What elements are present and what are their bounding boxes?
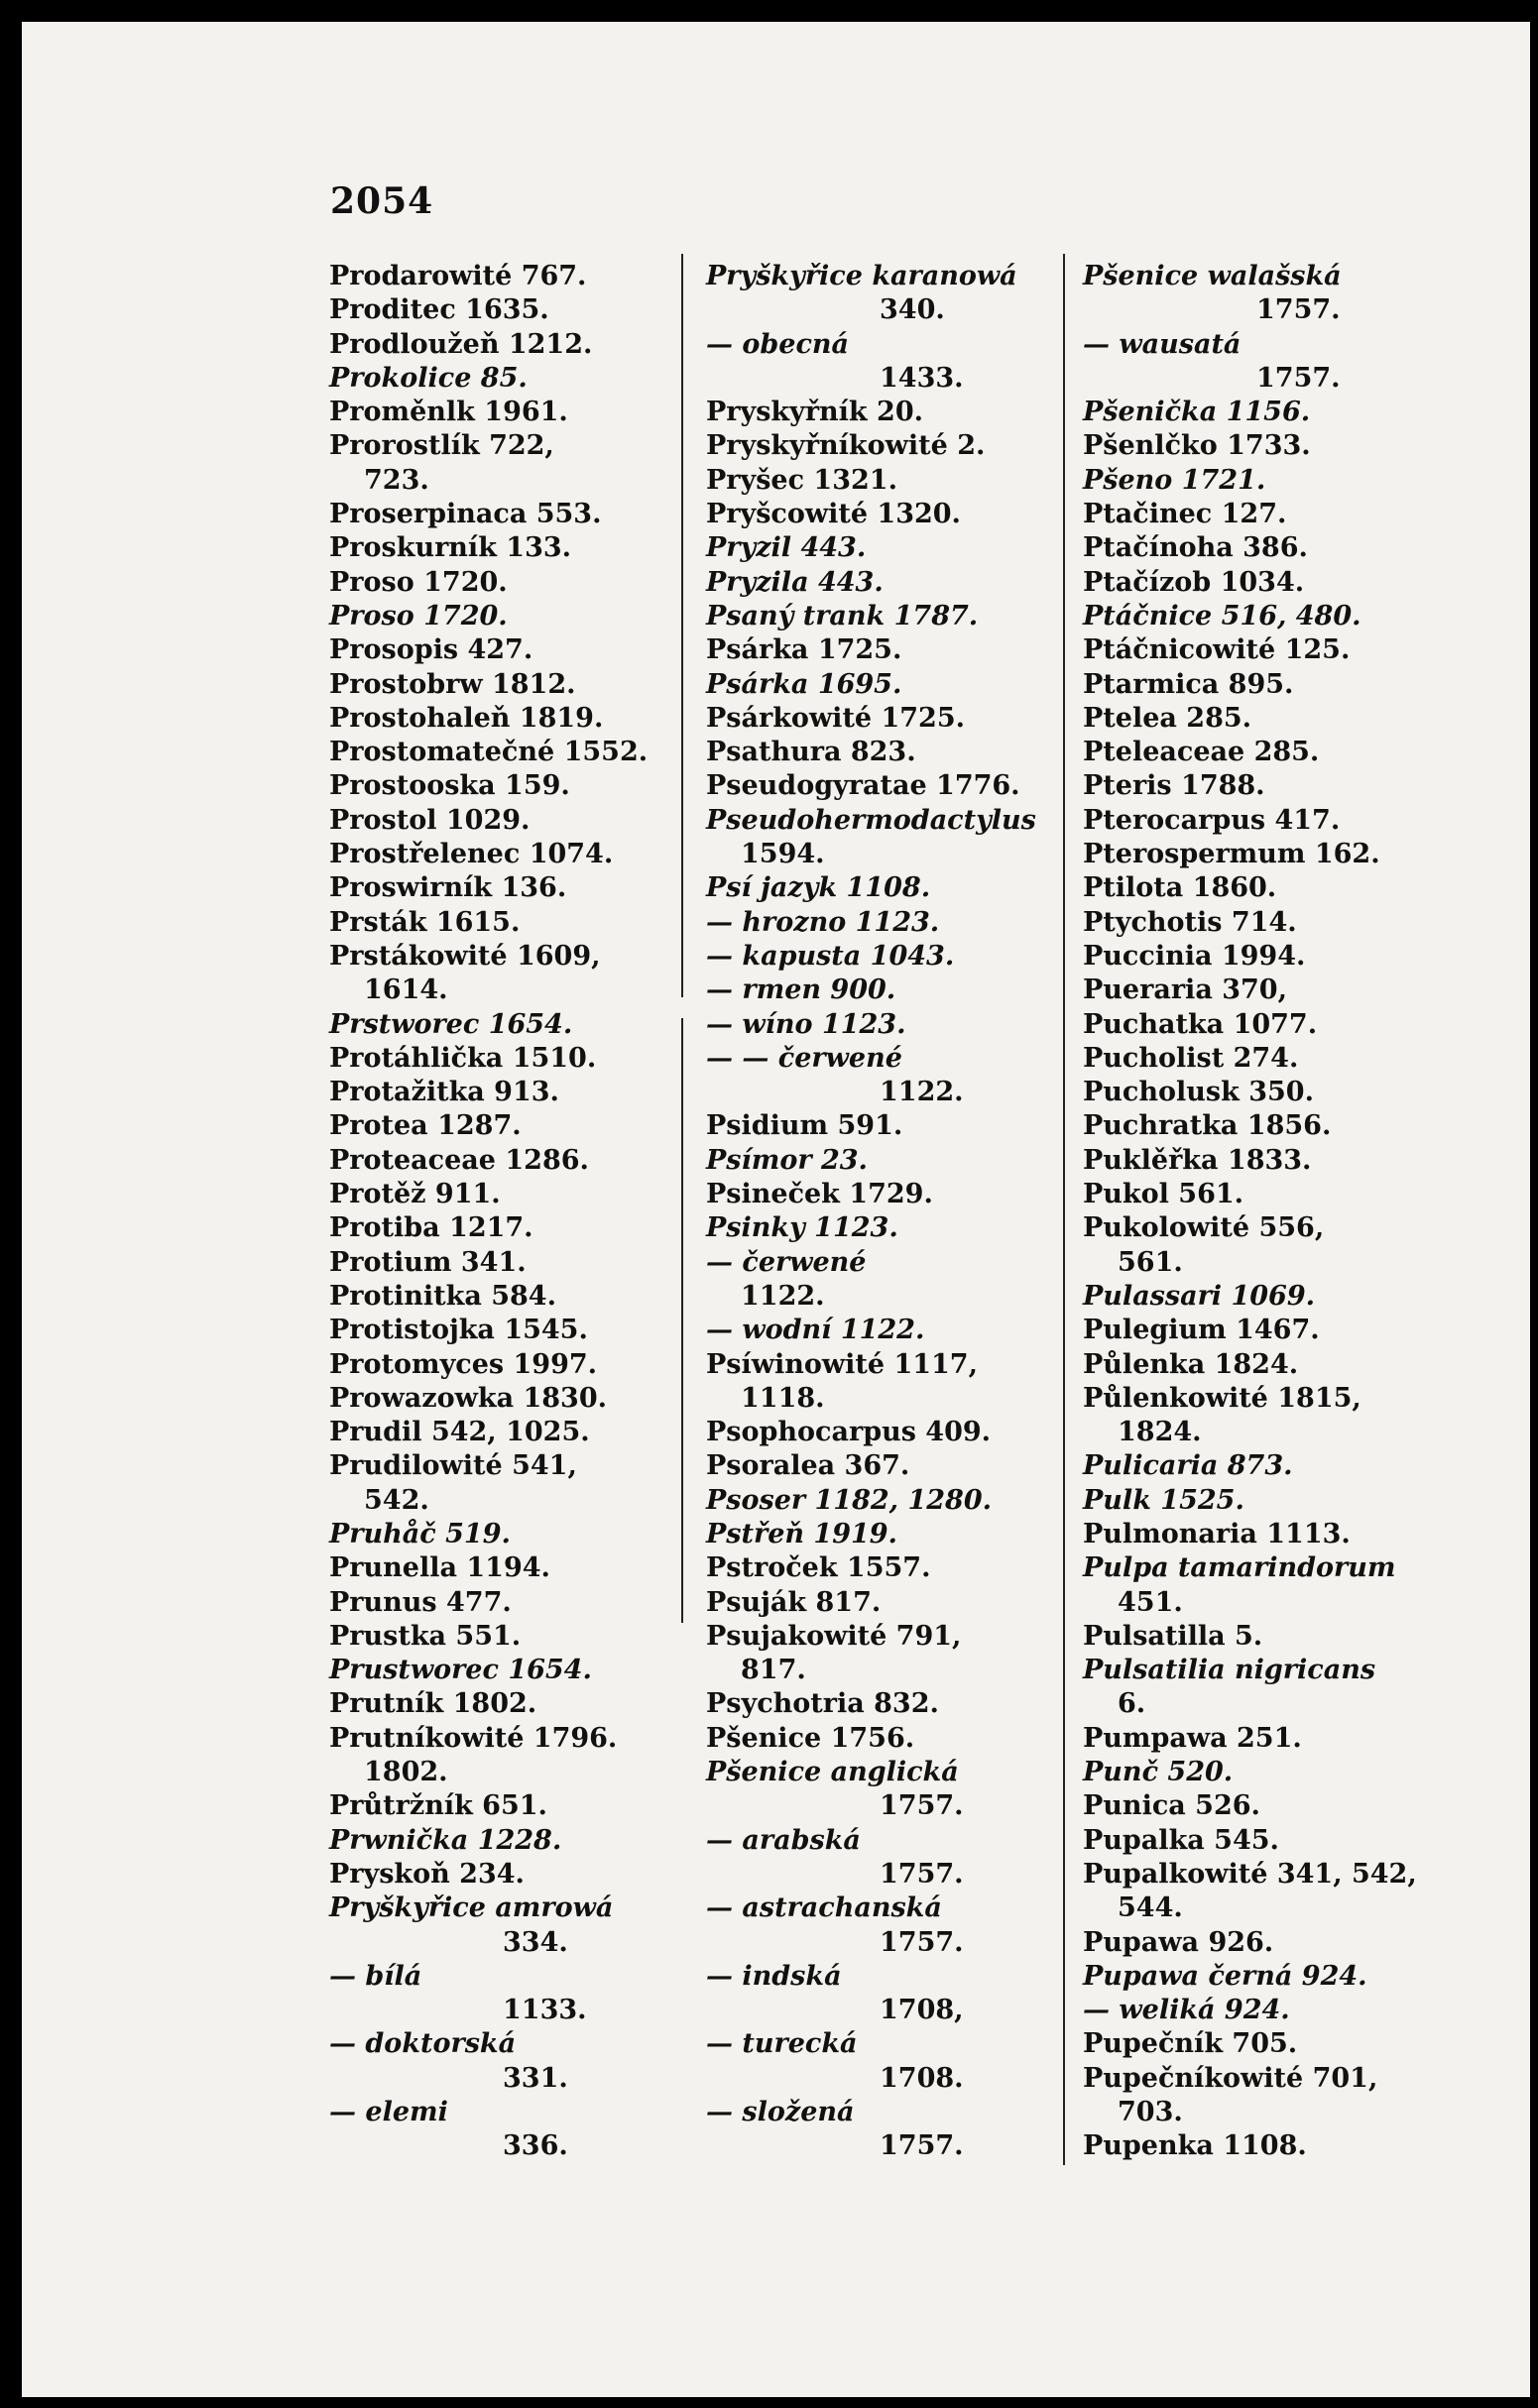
index-entry: Psinky 1123. — [706, 1212, 898, 1244]
index-entry: Proswirník 136. — [329, 872, 567, 904]
index-entry: Pucholist 274. — [1083, 1042, 1299, 1074]
index-entry: Prorostlík 722, — [329, 430, 554, 462]
index-entry: Psoser 1182, 1280. — [706, 1484, 993, 1516]
index-entry-continuation: 1133. — [503, 1995, 587, 2026]
index-entry-continuation: 1757. — [880, 1926, 964, 1958]
index-entry: Pulsatilla 5. — [1083, 1620, 1263, 1652]
index-entry-continuation: 451. — [1118, 1586, 1183, 1618]
index-entry: Prostohaleň 1819. — [329, 702, 604, 734]
index-entry: Pupalka 545. — [1083, 1824, 1279, 1856]
index-entry: Pseudohermodactylus — [706, 804, 1036, 836]
index-entry: Pulegium 1467. — [1083, 1315, 1320, 1346]
index-entry: Pterospermum 162. — [1083, 839, 1380, 870]
index-subentry: — čerwené — [706, 1246, 867, 1278]
index-entry: Pukolowité 556, — [1083, 1212, 1325, 1244]
index-entry: Pšenlčko 1733. — [1083, 430, 1311, 462]
index-entry: Psárka 1695. — [706, 668, 902, 700]
index-entry: Protažitka 913. — [329, 1077, 559, 1108]
index-entry: Pšenice 1756. — [706, 1722, 915, 1754]
index-entry-continuation: 1757. — [880, 1790, 964, 1822]
index-entry: Půlenka 1824. — [1083, 1348, 1299, 1380]
index-column-2 — [706, 260, 1083, 2164]
index-entry: Proditec 1635. — [329, 294, 549, 326]
index-entry-continuation: 331. — [503, 2062, 568, 2094]
index-subentry: — hrozno 1123. — [706, 906, 940, 938]
index-entry-continuation: 817. — [741, 1655, 806, 1686]
index-entry: Pupawa černá 924. — [1083, 1960, 1367, 1992]
index-entry: Pteleaceae 285. — [1083, 737, 1320, 768]
index-subentry: — složená — [706, 2097, 855, 2128]
index-entry-continuation: 1757. — [880, 1858, 964, 1890]
index-subentry: — doktorská — [329, 2028, 517, 2060]
index-subentry: — wausatá — [1083, 328, 1242, 360]
index-entry-continuation: 544. — [1118, 1892, 1183, 1924]
index-entry: Prunus 477. — [329, 1586, 512, 1618]
index-entry-continuation: 542. — [364, 1484, 429, 1516]
index-entry: Protěž 911. — [329, 1179, 501, 1210]
index-entry: Prowazowka 1830. — [329, 1382, 608, 1414]
index-entry: Pšenice anglická — [706, 1757, 959, 1788]
index-entry: Psíwinowité 1117, — [706, 1348, 978, 1380]
index-entry: Proskurník 133. — [329, 532, 572, 564]
index-entry: Pupalkowité 341, 542, — [1083, 1858, 1417, 1890]
index-entry: Psaný trank 1787. — [706, 600, 979, 631]
index-entry-continuation: 1757. — [880, 2130, 964, 2162]
index-entry: Prostřelenec 1074. — [329, 839, 614, 870]
index-entry: Prsták 1615. — [329, 906, 521, 938]
index-entry: Prostol 1029. — [329, 804, 531, 836]
index-entry: Psuják 817. — [706, 1586, 882, 1618]
index-entry: Pueraria 370, — [1083, 975, 1287, 1006]
index-entry-continuation: 6. — [1118, 1688, 1146, 1720]
index-column-1 — [329, 260, 706, 2164]
index-entry-continuation: 340. — [880, 294, 945, 326]
index-entry: Protium 341. — [329, 1246, 527, 1278]
index-entry: Proso 1720. — [329, 566, 508, 598]
index-subentry: — weliká 924. — [1083, 1995, 1290, 2026]
index-entry: Psidium 591. — [706, 1110, 903, 1142]
index-subentry: — wíno 1123. — [706, 1008, 906, 1040]
index-entry: Pterocarpus 417. — [1083, 804, 1341, 836]
index-entry: Pstroček 1557. — [706, 1552, 931, 1584]
index-entry: Pulsatilia nigricans — [1083, 1655, 1376, 1686]
index-entry: Pulmonaria 1113. — [1083, 1518, 1351, 1549]
index-entry-continuation: 1122. — [741, 1280, 825, 1312]
index-entry-continuation: 703. — [1118, 2097, 1183, 2128]
index-entry: Ptilota 1860. — [1083, 872, 1277, 904]
index-entry: Puchatka 1077. — [1083, 1008, 1318, 1040]
index-entry: Prustworec 1654. — [329, 1655, 592, 1686]
index-entry: Pryskyřník 20. — [706, 397, 924, 428]
index-entry: Prustka 551. — [329, 1620, 522, 1652]
index-entry: Pupenka 1108. — [1083, 2130, 1307, 2162]
index-entry: Pryskoň 234. — [329, 1858, 525, 1890]
index-entry: Pšeno 1721. — [1083, 464, 1266, 496]
index-entry: Proserpinaca 553. — [329, 499, 602, 530]
index-entry: Prudilowité 541, — [329, 1450, 577, 1482]
index-subentry: — arabská — [706, 1824, 861, 1856]
index-entry: Pupečníkowité 701, — [1083, 2062, 1378, 2094]
index-entry: Pruhåč 519. — [329, 1518, 511, 1549]
index-entry-continuation: 1802. — [364, 1757, 448, 1788]
index-entry: Pulpa tamarindorum — [1083, 1552, 1396, 1584]
index-entry: Proso 1720. — [329, 600, 508, 631]
index-entry: Pseudogyratae 1776. — [706, 770, 1020, 802]
index-entry: Pryzil 443. — [706, 532, 867, 564]
index-entry: Psí jazyk 1108. — [706, 872, 931, 904]
index-entry: Punč 520. — [1083, 1757, 1234, 1788]
index-entry-continuation: 334. — [503, 1926, 568, 1958]
index-entry: Ptačínoha 386. — [1083, 532, 1308, 564]
index-entry: Ptáčnicowité 125. — [1083, 634, 1351, 666]
index-entry-continuation: 1757. — [1256, 362, 1341, 394]
index-entry: Prosopis 427. — [329, 634, 533, 666]
page — [22, 22, 1530, 2397]
index-entry-continuation: 1824. — [1118, 1417, 1202, 1448]
index-entry: Prstákowité 1609, — [329, 940, 601, 972]
index-entry: Ptychotis 714. — [1083, 906, 1297, 938]
index-entry: Prutníkowité 1796. — [329, 1722, 618, 1754]
index-entry: Prunella 1194. — [329, 1552, 550, 1584]
index-subentry: — turecká — [706, 2028, 858, 2060]
index-entry: Protinitka 584. — [329, 1280, 556, 1312]
index-entry: Pulicaria 873. — [1083, 1450, 1293, 1482]
index-entry: Prudil 542, 1025. — [329, 1417, 590, 1448]
index-entry: Půlenkowité 1815, — [1083, 1382, 1361, 1414]
index-subentry: — elemi — [329, 2097, 448, 2128]
index-entry-continuation: 1122. — [880, 1077, 964, 1108]
index-entry: Pteris 1788. — [1083, 770, 1265, 802]
index-subentry: — obecná — [706, 328, 850, 360]
index-entry-continuation: 336. — [503, 2130, 568, 2162]
page-number: 2054 — [330, 180, 434, 222]
index-subentry: — wodní 1122. — [706, 1315, 925, 1346]
index-entry: Pryškyřice amrowá — [329, 1892, 614, 1924]
index-entry: Ptarmica 895. — [1083, 668, 1294, 700]
index-entry: Puchratka 1856. — [1083, 1110, 1332, 1142]
index-entry: Protomyces 1997. — [329, 1348, 598, 1380]
index-entry: Psoralea 367. — [706, 1450, 910, 1482]
index-entry: Psychotria 832. — [706, 1688, 939, 1720]
index-entry: Prstworec 1654. — [329, 1008, 573, 1040]
index-entry-continuation: 1118. — [741, 1382, 825, 1414]
index-entry: Punica 526. — [1083, 1790, 1260, 1822]
index-entry-continuation: 1757. — [1256, 294, 1341, 326]
index-entry: Pryzila 443. — [706, 566, 884, 598]
index-entry: Pulassari 1069. — [1083, 1280, 1316, 1312]
index-entry: Prodloužeň 1212. — [329, 328, 593, 360]
index-entry-continuation: 723. — [364, 464, 429, 496]
index-entry: Psathura 823. — [706, 737, 916, 768]
index-entry: Prodarowité 767. — [329, 261, 587, 291]
index-subentry: — bílá — [329, 1960, 422, 1992]
index-subentry: — astrachanská — [706, 1892, 942, 1924]
index-entry: Psárkowité 1725. — [706, 702, 966, 734]
index-entry: Pstřeň 1919. — [706, 1518, 897, 1549]
index-subentry: — — čerwené — [706, 1042, 902, 1074]
index-entry: Puklěřka 1833. — [1083, 1144, 1312, 1176]
index-entry: Prutník 1802. — [329, 1688, 537, 1720]
index-entry-continuation: 1433. — [880, 362, 964, 394]
index-entry: Protistojka 1545. — [329, 1315, 588, 1346]
index-entry: Průtržník 651. — [329, 1790, 547, 1822]
index-entry: Proměnlk 1961. — [329, 397, 568, 428]
index-entry: Pumpawa 251. — [1083, 1722, 1302, 1754]
index-entry: Pšenička 1156. — [1083, 397, 1311, 428]
index-entry: Proteaceae 1286. — [329, 1144, 589, 1176]
index-entry: Protiba 1217. — [329, 1212, 533, 1244]
index-entry: Pryšec 1321. — [706, 464, 897, 496]
index-entry: Pupawa 926. — [1083, 1926, 1274, 1958]
index-entry: Pryšcowité 1320. — [706, 499, 961, 530]
index-entry: Prostomatečné 1552. — [329, 737, 649, 768]
index-entry: Psujakowité 791, — [706, 1620, 962, 1652]
index-entry: Pšenice walašská — [1083, 261, 1342, 291]
index-entry: Psineček 1729. — [706, 1179, 933, 1210]
index-column-3 — [1083, 260, 1479, 2164]
index-entry: Psophocarpus 409. — [706, 1417, 992, 1448]
index-entry-continuation: 1708. — [880, 2062, 964, 2094]
index-entry-continuation: 1614. — [364, 975, 448, 1006]
index-entry: Protáhlička 1510. — [329, 1042, 597, 1074]
index-subentry: — rmen 900. — [706, 975, 896, 1006]
index-subentry: — kapusta 1043. — [706, 940, 955, 972]
index-entry: Pupečník 705. — [1083, 2028, 1298, 2060]
index-entry: Pulk 1525. — [1083, 1484, 1244, 1516]
index-entry: Ptačinec 127. — [1083, 499, 1287, 530]
index-entry: Prwnička 1228. — [329, 1824, 562, 1856]
index-entry-continuation: 1594. — [741, 839, 825, 870]
index-entry-continuation: 561. — [1118, 1246, 1183, 1278]
index-entry: Psímor 23. — [706, 1144, 868, 1176]
index-entry: Ptelea 285. — [1083, 702, 1252, 734]
index-entry: Prokolice 85. — [329, 362, 528, 394]
index-entry: Psárka 1725. — [706, 634, 902, 666]
index-entry: Prostooska 159. — [329, 770, 570, 802]
index-entry: Ptáčnice 516, 480. — [1083, 600, 1361, 631]
index-entry: Pukol 561. — [1083, 1179, 1244, 1210]
index-subentry: — indská — [706, 1960, 842, 1992]
index-entry: Puccinia 1994. — [1083, 940, 1306, 972]
index-entry-continuation: 1708, — [880, 1995, 964, 2026]
index-entry: Pryskyřníkowité 2. — [706, 430, 986, 462]
index-entry: Pucholusk 350. — [1083, 1077, 1314, 1108]
index-entry: Prostobrw 1812. — [329, 668, 576, 700]
index-entry: Pryškyřice karanowá — [706, 261, 1017, 291]
index-entry: Ptačízob 1034. — [1083, 566, 1305, 598]
index-entry: Protea 1287. — [329, 1110, 522, 1142]
